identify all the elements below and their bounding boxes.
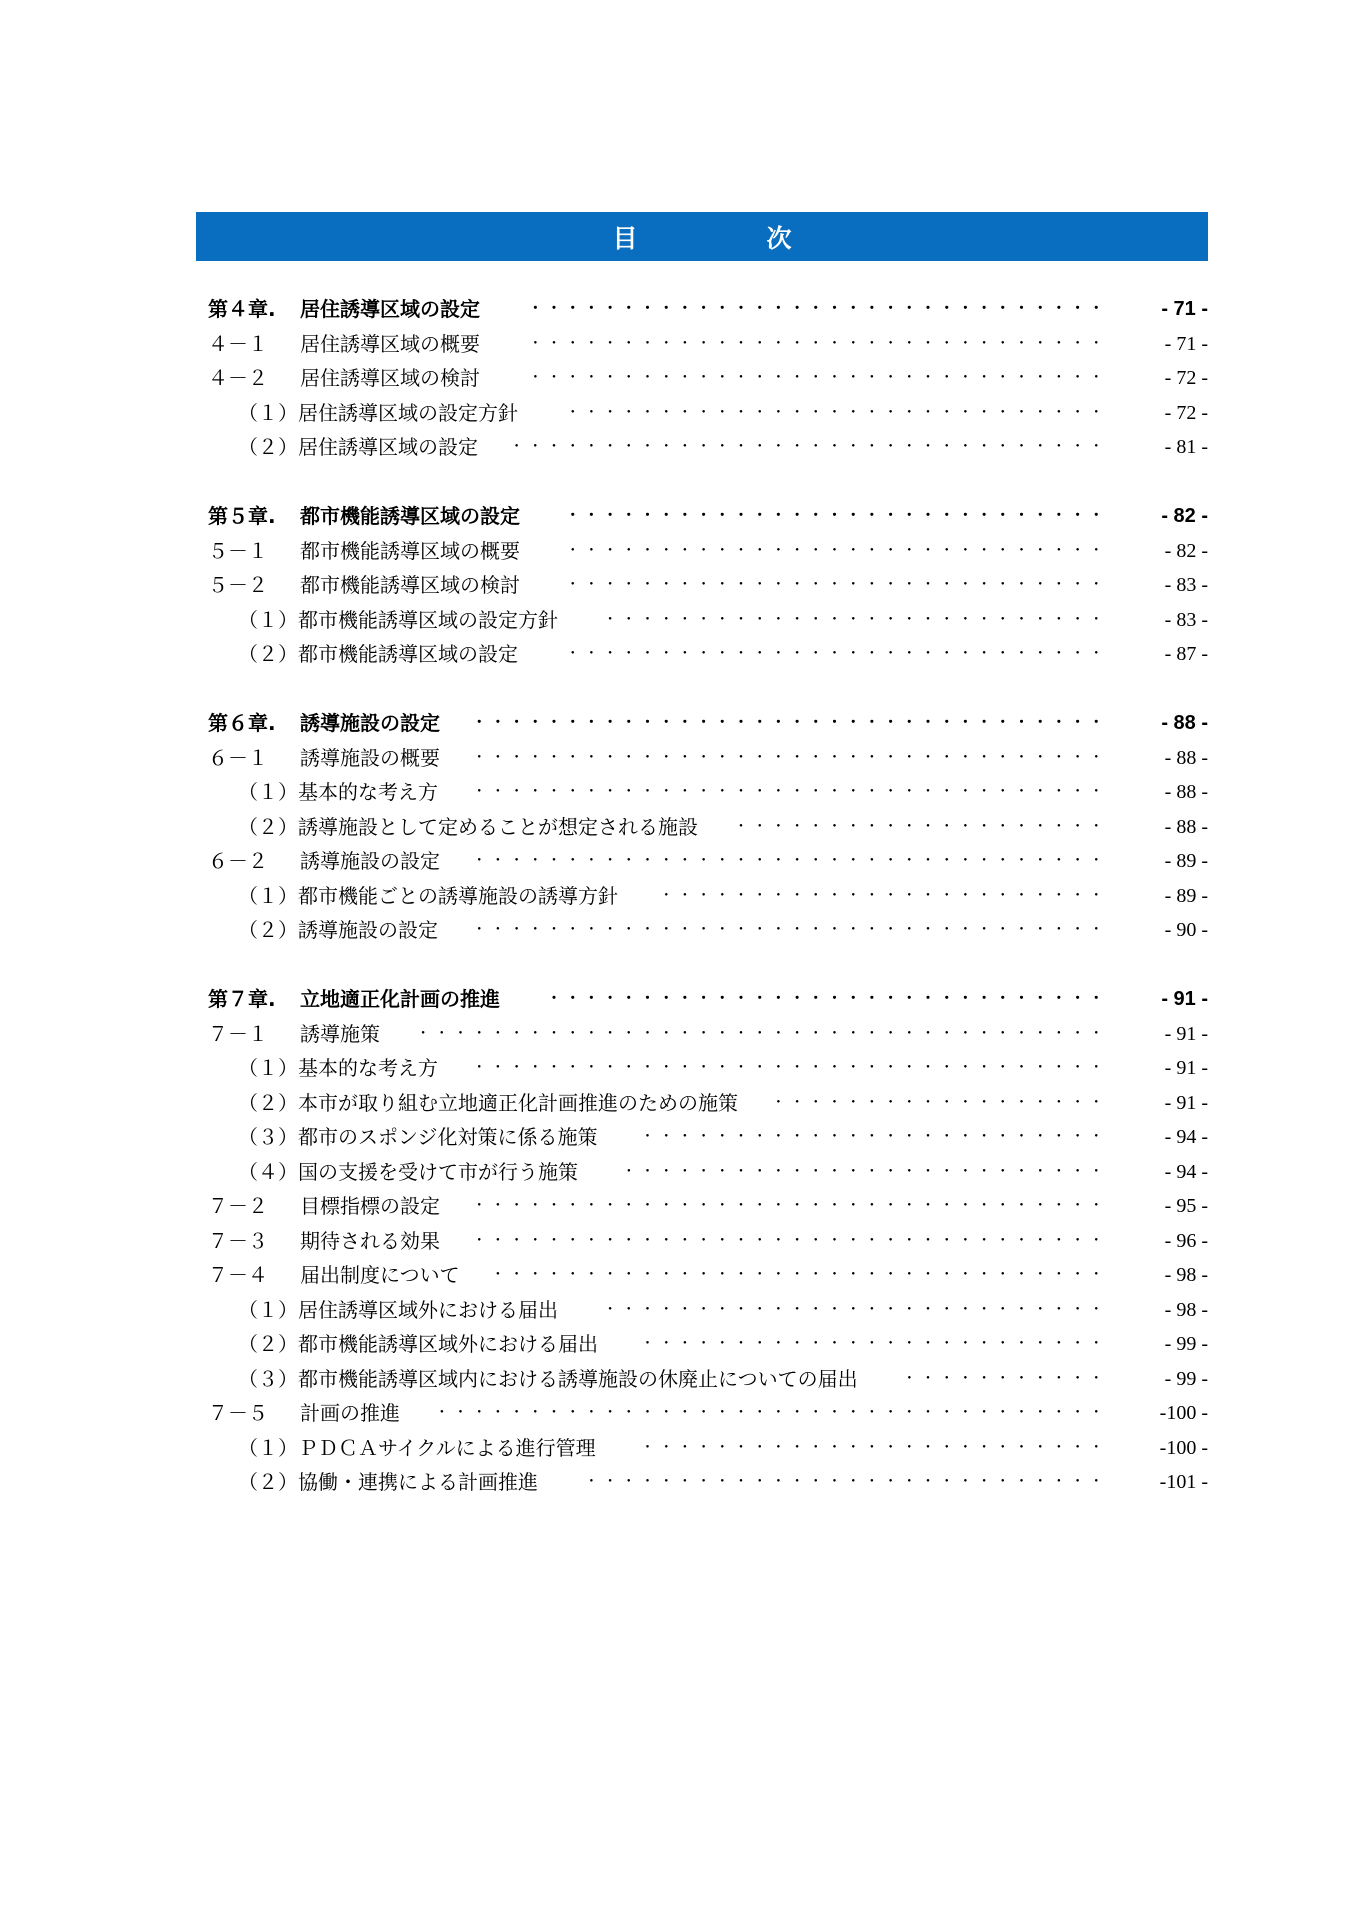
toc-entry[interactable] [208,499,1208,534]
toc-entry-page: - 94 - [1164,1160,1208,1183]
toc-entry-number: （１） [238,1297,298,1322]
toc-entry[interactable] [208,844,1208,879]
toc-entry-title: 都市機能誘導区域の設定 [300,504,520,528]
toc-leader-dots: ・・・・・・・・・・・・・・・・・・・・・・・・・・・・・・・・・・ [472,715,1108,731]
toc-entry-number: ７－４ [208,1263,268,1287]
toc-leader-dots: ・・・・・・・・・・・・・・・・・・・・・・・・・・・・・・・ [528,335,1108,352]
toc-entry-title: 誘導施設の設定 [300,711,440,735]
toc-entry-title: 誘導施策 [300,1021,380,1046]
toc-entry[interactable] [208,1224,1208,1259]
toc-entry[interactable] [208,1327,1208,1362]
toc-entry-number: （２） [238,918,298,942]
toc-entry-number: （２） [238,642,298,666]
toc-leader-dots: ・・・・・・・・・・・・・・・・・・・・・・・・・・・・・・・・・・ [472,1060,1108,1076]
toc-entry-title: 期待される効果 [300,1228,440,1253]
toc-entry-number: 第４章. [208,297,276,321]
toc-entry-title: 都市機能誘導区域の設定 [298,642,518,666]
toc-entry[interactable] [208,1431,1208,1466]
toc-entry-title: 目標指標の設定 [300,1194,440,1218]
toc-entry-number: （２） [238,1470,298,1494]
toc-entry[interactable] [208,637,1208,672]
toc-entry-page: - 88 - [1164,781,1208,803]
toc-entry-number: （１） [238,883,298,908]
toc-entry-page: - 89 - [1164,884,1208,907]
toc-leader-dots: ・・・・・・・・・・・・・・・・・・・・・・・・・・・ [603,1301,1108,1318]
toc-entry-title: 誘導施設の設定 [300,849,440,873]
toc-entry[interactable] [208,879,1208,914]
toc-entry-number: 第５章. [208,504,276,528]
toc-leader-dots: ・・・・・・・・・・・・・・・・・・・・・・・・・・・・・・・ [528,301,1108,317]
toc-entry[interactable] [208,1120,1208,1155]
toc-entry[interactable] [208,775,1208,810]
toc-leader-dots: ・・・・・・・・・・・・・・・・・・・・・・・・ [659,887,1108,904]
toc-entry-title: 誘導施設として定めることが想定される施設 [298,814,698,839]
toc-entry-number: ６－２ [208,849,268,873]
toc-entry-page: - 96 - [1164,1229,1208,1252]
toc-entry-number: （１） [238,1435,298,1460]
toc-entry-number: ５－２ [208,573,268,597]
toc-leader-dots: ・・・・・・・・・・・・・・・・・・・・・・・・・・・・・・・・ [509,439,1108,455]
toc-entry-number: （１） [238,1056,298,1080]
toc-leader-dots: ・・・・・・・・・・・・・・・・・・・・・・・・・・・・・・・・・・ [472,784,1108,800]
toc-entry[interactable] [208,327,1208,362]
toc-entry-title: 基本的な考え方 [298,1056,438,1080]
toc-header-bar [196,212,1208,261]
toc-entry[interactable] [208,534,1208,569]
toc-leader-dots: ・・・・・・・・・・・・・・・・・・・・・・・・・・・・・・・・・・ [472,749,1108,766]
toc-entry-number: （１） [238,400,298,425]
toc-entry-title: 基本的な考え方 [298,780,438,804]
toc-entry-page: - 99 - [1164,1367,1208,1390]
toc-entry-title: 都市機能誘導区域の検討 [300,573,520,597]
toc-entry-number: ４－１ [208,331,268,356]
toc-entry-title: 居住誘導区域の設定方針 [298,400,518,425]
toc-entry-number: ７－１ [208,1021,268,1046]
toc-leader-dots: ・・・・・・・・・・・・・・・・・・・・・・・・・・・・・ [565,542,1108,559]
toc-entry[interactable] [208,1086,1208,1121]
toc-entry-title: 都市機能誘導区域の概要 [300,538,520,563]
toc-entry-number: （４） [238,1159,298,1184]
toc-entry-number: ４－２ [208,366,268,390]
toc-entry-number: （２） [238,814,298,839]
toc-entry-page: - 91 - [1164,1022,1208,1045]
toc-entry-page: - 88 - [1161,712,1208,734]
toc-entry-number: ７－５ [208,1401,268,1425]
toc-leader-dots: ・・・・・・・・・・・・・・・・・・・・・・・・・・・・・・・・・・ [472,853,1108,869]
toc-leader-dots: ・・・・・・・・・・・・・・・・・・・・・・・・・・・・・ [565,404,1108,421]
toc-entry-number: （２） [238,1332,298,1356]
toc-entry-page: - 81 - [1164,436,1208,458]
toc-entry-title: 都市機能誘導区域内における誘導施設の休廃止についての届出 [298,1366,858,1391]
toc-entry-page: -101 - [1159,1471,1208,1493]
toc-entry-page: - 72 - [1164,401,1208,424]
toc-leader-dots: ・・・・・・・・・・・ [902,1370,1108,1387]
toc-entry-page: - 95 - [1164,1195,1208,1217]
toc-entry-page: - 91 - [1164,1057,1208,1079]
toc-entry-page: - 83 - [1164,574,1208,596]
toc-leader-dots: ・・・・・・・・・・・・・・・・・・・・・・・・・・・・・・・・・・ [472,1198,1108,1214]
toc-entry-title: 本市が取り組む立地適正化計画推進のための施策 [298,1090,738,1115]
toc-leader-dots: ・・・・・・・・・・・・・・・・・・・・・・・・・・・・・・・・・・ [472,1232,1108,1249]
toc-entry-number: ５－１ [208,538,268,563]
toc-leader-dots: ・・・・・・・・・・・・・・・・・・・・・・・・・ [640,1129,1108,1145]
toc-leader-dots: ・・・・・・・・・・・・・・・・・・ [771,1094,1108,1111]
toc-entry[interactable] [208,1189,1208,1224]
toc-entry[interactable] [208,396,1208,431]
toc-entry[interactable] [208,603,1208,638]
toc-entry-page: -100 - [1159,1402,1208,1424]
toc-entry-title: 誘導施設の概要 [300,745,440,770]
toc-entry-title: 居住誘導区域外における届出 [298,1297,558,1322]
toc-entry-page: - 71 - [1161,298,1208,320]
toc-leader-dots: ・・・・・・・・・・・・・・・・・・・・・・・・・・・・・・・・・・・・・ [416,1025,1108,1042]
toc-entry-page: - 89 - [1164,850,1208,872]
toc-entry-title: 届出制度について [300,1263,460,1287]
toc-entry-title: 都市機能誘導区域の設定方針 [298,607,558,632]
toc-entry-page: - 83 - [1164,608,1208,631]
toc-entry[interactable] [208,706,1208,741]
toc-entry-title: 立地適正化計画の推進 [300,987,500,1011]
toc-entry-page: - 82 - [1161,505,1208,527]
toc-leader-dots: ・・・・・・・・・・・・・・・・・・・・・・・・・・・・・・・・・ [490,1267,1108,1283]
toc-entry-page: - 87 - [1164,643,1208,665]
toc-entry-title: 都市機能ごとの誘導施設の誘導方針 [298,883,618,908]
toc-entry[interactable] [208,1362,1208,1397]
toc-entry-number: （３） [238,1366,298,1391]
toc-entry[interactable] [208,810,1208,845]
toc-entry-page: - 99 - [1164,1333,1208,1355]
toc-leader-dots: ・・・・・・・・・・・・・・・・・・・・・・・・・・・・・ [565,577,1108,593]
toc-entry-page: - 82 - [1164,539,1208,562]
toc-entry-page: - 71 - [1164,332,1208,355]
toc-entry-number: 第６章. [208,711,276,735]
toc-entry[interactable] [208,430,1208,465]
toc-entry-page: - 90 - [1164,919,1208,941]
table-of-contents [208,292,1208,1500]
toc-entry-title: 居住誘導区域の検討 [300,366,480,390]
toc-entry-title: 都市機能誘導区域外における届出 [298,1332,598,1356]
toc-entry-page: - 88 - [1164,746,1208,769]
toc-entry[interactable] [208,1465,1208,1500]
toc-entry-title: 協働・連携による計画推進 [298,1470,538,1494]
toc-entry[interactable] [208,1258,1208,1293]
toc-entry[interactable] [208,361,1208,396]
toc-entry-title: 誘導施設の設定 [298,918,438,942]
toc-entry-page: - 98 - [1164,1298,1208,1321]
toc-entry-title: 国の支援を受けて市が行う施策 [298,1159,578,1184]
toc-leader-dots: ・・・・・・・・・・・・・・・・・・・・・・・・・・・ [603,611,1108,628]
toc-entry-title: 居住誘導区域の設定 [300,297,480,321]
toc-leader-dots: ・・・・・・・・・・・・・・・・・・・・・・・・・・・・・ [565,646,1108,662]
toc-entry-title: 居住誘導区域の概要 [300,331,480,356]
toc-entry-page: - 91 - [1164,1091,1208,1114]
toc-entry[interactable] [208,1051,1208,1086]
toc-entry-number: 第７章. [208,987,276,1011]
toc-entry-number: （１） [238,607,298,632]
toc-entry[interactable] [208,1017,1208,1052]
toc-leader-dots: ・・・・・・・・・・・・・・・・・・・・・・・・・・ [621,1163,1108,1180]
toc-entry-page: -100 - [1159,1436,1208,1459]
toc-entry-number: ６－１ [208,745,268,770]
toc-leader-dots: ・・・・・・・・・・・・・・・・・・・・・・・・・・・・・・ [547,991,1108,1007]
toc-entry-title: ＰＤＣＡサイクルによる進行管理 [298,1435,596,1460]
toc-entry[interactable] [208,1396,1208,1431]
toc-leader-dots: ・・・・・・・・・・・・・・・・・・・・・・・・・・・・・・・・・・・・ [434,1405,1108,1421]
toc-entry[interactable] [208,913,1208,948]
toc-entry-title: 計画の推進 [300,1401,400,1425]
toc-entry-number: （２） [238,435,298,459]
toc-entry-title: 都市のスポンジ化対策に係る施策 [298,1125,598,1149]
toc-leader-dots: ・・・・・・・・・・・・・・・・・・・・・・・・・・・・・・・ [528,370,1108,386]
toc-entry-number: （１） [238,780,298,804]
toc-entry-number: ７－２ [208,1194,268,1218]
toc-entry-number: ７－３ [208,1228,268,1253]
toc-leader-dots: ・・・・・・・・・・・・・・・・・・・・・・・・・・・・・ [565,508,1108,524]
toc-entry[interactable] [208,982,1208,1017]
toc-entry-title: 居住誘導区域の設定 [298,435,478,459]
toc-entry-number: （３） [238,1125,298,1149]
toc-entry[interactable] [208,292,1208,327]
toc-entry-number: （２） [238,1090,298,1115]
toc-entry[interactable] [208,568,1208,603]
toc-entry-page: - 88 - [1164,815,1208,838]
toc-entry[interactable] [208,1155,1208,1190]
toc-entry-page: - 72 - [1164,367,1208,389]
toc-entry[interactable] [208,1293,1208,1328]
toc-entry-page: - 98 - [1164,1264,1208,1286]
toc-leader-dots: ・・・・・・・・・・・・・・・・・・・・ [734,818,1108,835]
toc-entry-page: - 94 - [1164,1126,1208,1148]
toc-leader-dots: ・・・・・・・・・・・・・・・・・・・・・・・・・・・・ [584,1474,1108,1490]
toc-title: 目 次 [612,223,844,253]
toc-entry[interactable] [208,741,1208,776]
toc-entry-page: - 91 - [1161,988,1208,1010]
toc-leader-dots: ・・・・・・・・・・・・・・・・・・・・・・・・・ [640,1336,1108,1352]
toc-leader-dots: ・・・・・・・・・・・・・・・・・・・・・・・・・・・・・・・・・・ [472,922,1108,938]
toc-leader-dots: ・・・・・・・・・・・・・・・・・・・・・・・・・ [640,1439,1108,1456]
